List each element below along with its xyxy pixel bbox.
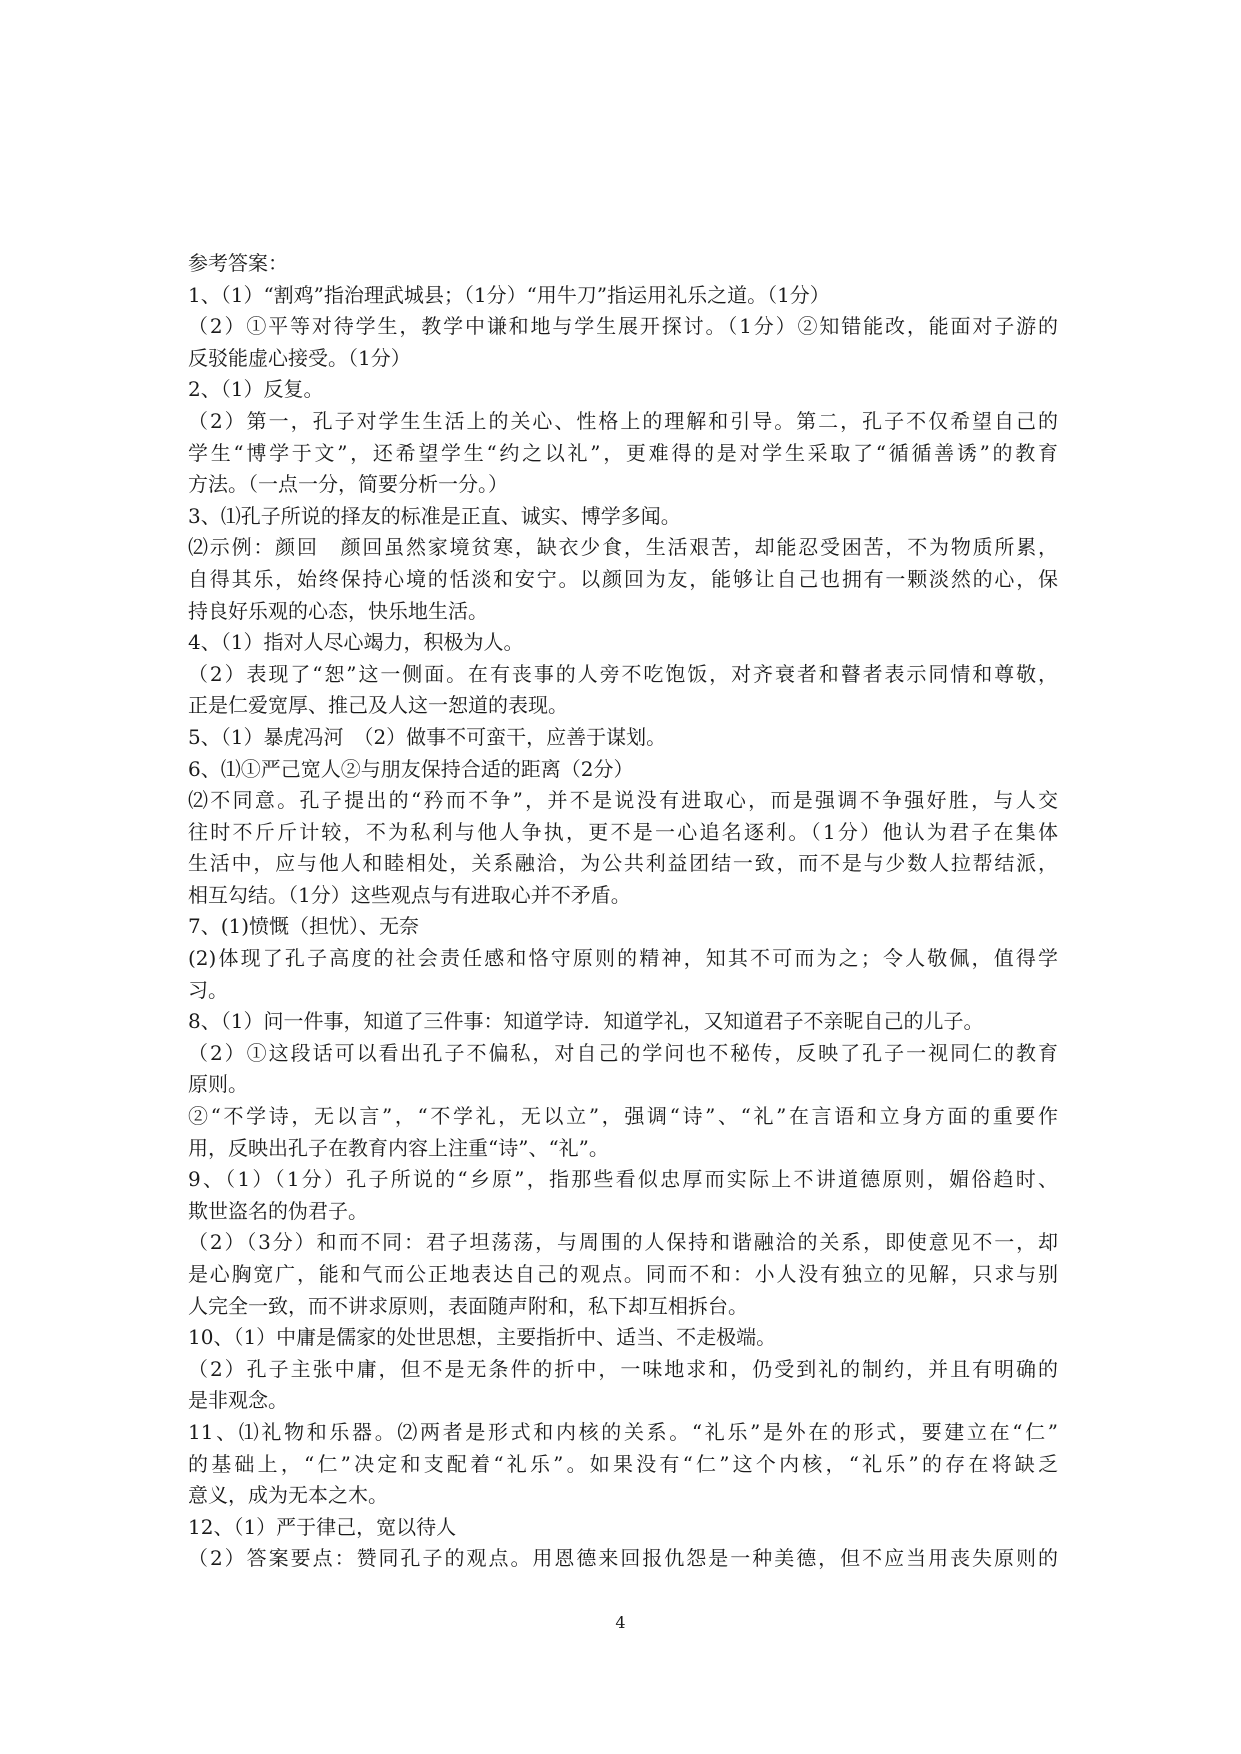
- text-line: 5、（1）暴虎冯河 （2）做事不可蛮干，应善于谋划。: [188, 724, 667, 749]
- text-line: 人完全一致，而不讲求原则，表面随声附和，私下却互相拆台。: [188, 1293, 748, 1318]
- text-line: 7、(1)愤慨（担忧）、无奈: [188, 914, 420, 939]
- text-line: 10、（1）中庸是儒家的处世思想，主要指折中、适当、不走极端。: [188, 1325, 777, 1350]
- text-line: 6、⑴①严己宽人②与朋友保持合适的距离（2分）: [188, 756, 634, 781]
- text-line: 用，反映出孔子在教育内容上注重“诗”、“礼”。: [188, 1135, 609, 1160]
- text-line: 9、（1）（1分）孔子所说的“乡原”，指那些看似忠厚而实际上不讲道德原则，媚俗趋时、: [188, 1167, 1058, 1192]
- text-line: 习。: [188, 977, 228, 1002]
- text-line: 欺世盗名的伪君子。: [188, 1198, 368, 1223]
- answer-key-text: [188, 248, 1058, 1575]
- text-line: 4、（1）指对人尽心竭力，积极为人。: [188, 630, 524, 655]
- text-line: （2）表现了“恕”这一侧面。在有丧事的人旁不吃饱饭，对齐衰者和瞽者表示同情和尊敬，: [188, 661, 1058, 686]
- text-line: (2)体现了孔子高度的社会责任感和恪守原则的精神，知其不可而为之；令人敬佩，值得学: [188, 946, 1058, 971]
- text-line: 的基础上，“仁”决定和支配着“礼乐”。如果没有“仁”这个内核，“礼乐”的存在将缺乏: [188, 1451, 1058, 1476]
- text-line: 方法。（一点一分，简要分析一分。）: [188, 472, 508, 497]
- text-line: （2）孔子主张中庸，但不是无条件的折中，一味地求和，仍受到礼的制约，并且有明确的: [188, 1356, 1058, 1381]
- text-line: 1、（1）“割鸡”指治理武城县；（1分）“用牛刀”指运用礼乐之道。（1分）: [188, 282, 830, 307]
- text-line: （2）①平等对待学生，教学中谦和地与学生展开探讨。（1分）②知错能改，能面对子游的: [188, 314, 1058, 339]
- text-line: 学生“博学于文”，还希望学生“约之以礼”，更难得的是对学生采取了“循循善诱”的教育: [188, 440, 1058, 465]
- text-line: （2）①这段话可以看出孔子不偏私，对自己的学问也不秘传，反映了孔子一视同仁的教育: [188, 1040, 1058, 1065]
- text-line: 持良好乐观的心态，快乐地生活。: [188, 598, 488, 623]
- page-number: 4: [615, 1613, 626, 1632]
- text-line: （2）答案要点：赞同孔子的观点。用恩德来回报仇怨是一种美德，但不应当用丧失原则的: [188, 1546, 1058, 1571]
- text-line: （2）第一，孔子对学生生活上的关心、性格上的理解和引导。第二，孔子不仅希望自己的: [188, 408, 1058, 433]
- section-heading: 参考答案：: [188, 251, 288, 275]
- text-line: 正是仁爱宽厚、推己及人这一恕道的表现。: [188, 693, 568, 718]
- text-line: 相互勾结。（1分）这些观点与有进取心并不矛盾。: [188, 882, 631, 907]
- text-line: 原则。: [188, 1072, 248, 1097]
- text-line: 生活中，应与他人和睦相处，关系融洽，为公共利益团结一致，而不是与少数人拉帮结派，: [188, 851, 1058, 876]
- text-line: 11、⑴礼物和乐器。⑵两者是形式和内核的关系。“礼乐”是外在的形式，要建立在“仁”: [188, 1419, 1058, 1444]
- text-line: 往时不斤斤计较，不为私利与他人争执，更不是一心追名逐利。（1分）他认为君子在集体: [188, 819, 1058, 844]
- text-line: 是非观念。: [188, 1388, 288, 1413]
- text-line: 8、（1）问一件事，知道了三件事：知道学诗．知道学礼，又知道君子不亲昵自己的儿子。: [188, 1009, 984, 1034]
- text-line: 3、⑴孔子所说的择友的标准是正直、诚实、博学多闻。: [188, 503, 681, 528]
- text-line: （2）（3分）和而不同：君子坦荡荡，与周围的人保持和谐融洽的关系，即使意见不一，却: [188, 1230, 1058, 1255]
- text-line: ⑵示例：颜回 颜回虽然家境贫寒，缺衣少食，生活艰苦，却能忍受困苦，不为物质所累，: [188, 535, 1058, 560]
- text-line: ②“不学诗，无以言”，“不学礼，无以立”，强调“诗”、“礼”在言语和立身方面的重要作: [188, 1104, 1058, 1129]
- text-line: 12、（1）严于律己，宽以待人: [188, 1514, 457, 1539]
- text-line: 2、（1）反复。: [188, 377, 324, 402]
- text-line: ⑵不同意。孔子提出的“矜而不争”，并不是说没有进取心，而是强调不争强好胜，与人交: [188, 788, 1058, 813]
- text-line: 是心胸宽广，能和气而公正地表达自己的观点。同而不和：小人没有独立的见解，只求与别: [188, 1262, 1058, 1286]
- text-line: 自得其乐，始终保持心境的恬淡和安宁。以颜回为友，能够让自己也拥有一颗淡然的心，保: [188, 566, 1058, 591]
- text-line: 反驳能虚心接受。（1分）: [188, 345, 411, 370]
- text-line: 意义，成为无本之木。: [188, 1483, 388, 1508]
